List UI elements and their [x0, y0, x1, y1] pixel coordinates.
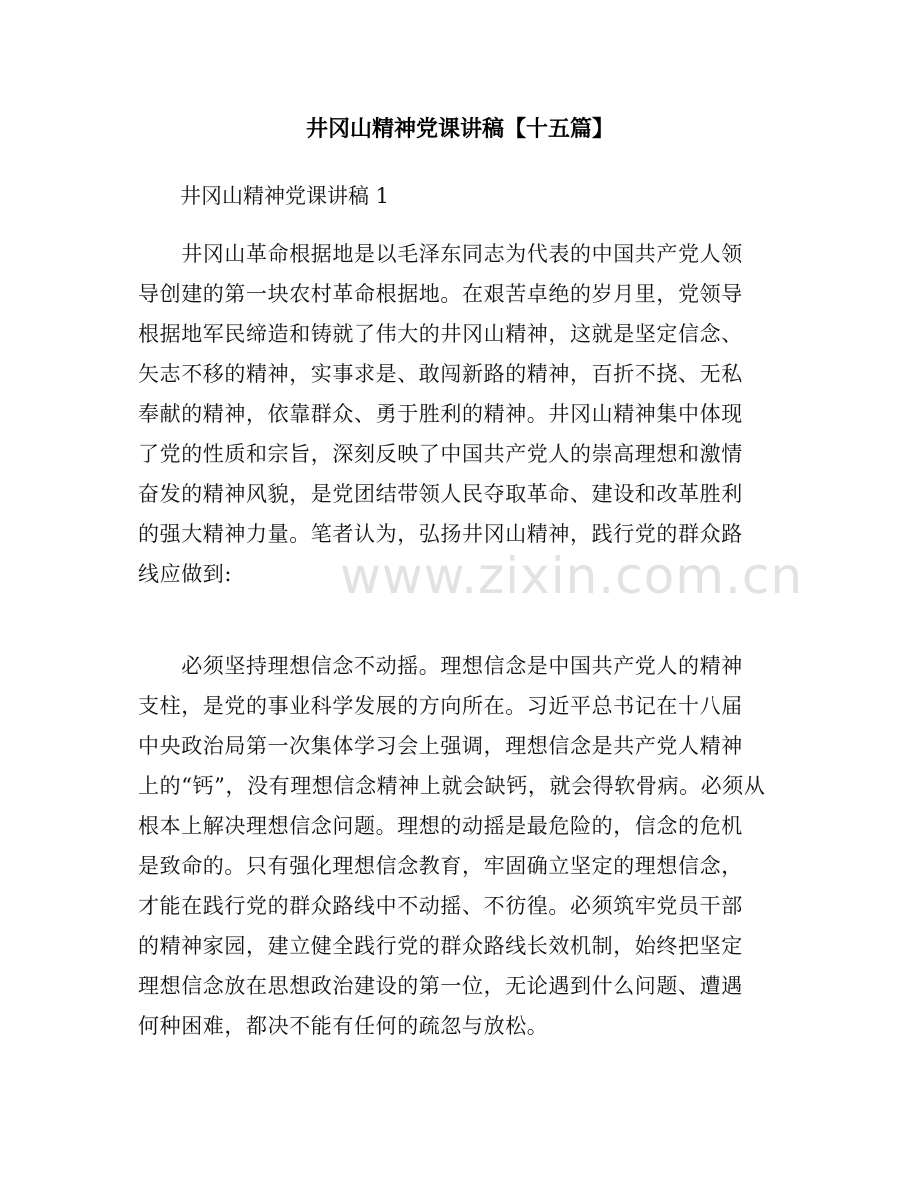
paragraph-line: 支柱，是党的事业科学发展的方向所在。习近平总书记在十八届	[138, 694, 743, 718]
section-heading: 井冈山精神党课讲稿 1	[180, 184, 390, 208]
paragraph-line: 上的“钙”，没有理想信念精神上就会缺钙，就会得软骨病。必须从	[138, 774, 766, 798]
document-title: 井冈山精神党课讲稿【十五篇】	[305, 117, 614, 142]
paragraph-line: 是致命的。只有强化理想信念教育，牢固确立坚定的理想信念，	[138, 854, 743, 878]
paragraph-line: 必须坚持理想信念不动摇。理想信念是中国共产党人的精神	[138, 654, 743, 678]
paragraph-2	[138, 646, 798, 1046]
paragraph-line: 中央政治局第一次集体学习会上强调，理想信念是共产党人精神	[138, 734, 743, 758]
paragraph-line: 的强大精神力量。笔者认为，弘扬井冈山精神，践行党的群众路	[138, 522, 743, 546]
paragraph-line: 才能在践行党的群众路线中不动摇、不彷徨。必须筑牢党员干部	[138, 894, 743, 918]
paragraph-line: 奋发的精神风貌，是党团结带领人民夺取革命、建设和改革胜利	[138, 482, 743, 506]
paragraph-line: 线应做到:	[138, 562, 233, 586]
paragraph-line: 何种困难，都决不能有任何的疏忽与放松。	[138, 1014, 549, 1038]
paragraph-line: 导创建的第一块农村革命根据地。在艰苦卓绝的岁月里，党领导	[138, 282, 743, 306]
paragraph-line: 的精神家园，建立健全践行党的群众路线长效机制，始终把坚定	[138, 934, 743, 958]
paragraph-line: 理想信念放在思想政治建设的第一位，无论遇到什么问题、遭遇	[138, 974, 743, 998]
paragraph-line: 奉献的精神，依靠群众、勇于胜利的精神。井冈山精神集中体现	[138, 402, 743, 426]
paragraph-line: 根据地军民缔造和铸就了伟大的井冈山精神，这就是坚定信念、	[138, 322, 743, 346]
paragraph-line: 了党的性质和宗旨，深刻反映了中国共产党人的崇高理想和激情	[138, 442, 743, 466]
watermark: www.zixin.com.cn	[340, 547, 804, 605]
paragraph-1	[138, 234, 798, 594]
paragraph-line: 矢志不移的精神，实事求是、敢闯新路的精神，百折不挠、无私	[138, 362, 743, 386]
paragraph-line: 井冈山革命根据地是以毛泽东同志为代表的中国共产党人领	[138, 242, 743, 266]
paragraph-line: 根本上解决理想信念问题。理想的动摇是最危险的，信念的危机	[138, 814, 743, 838]
